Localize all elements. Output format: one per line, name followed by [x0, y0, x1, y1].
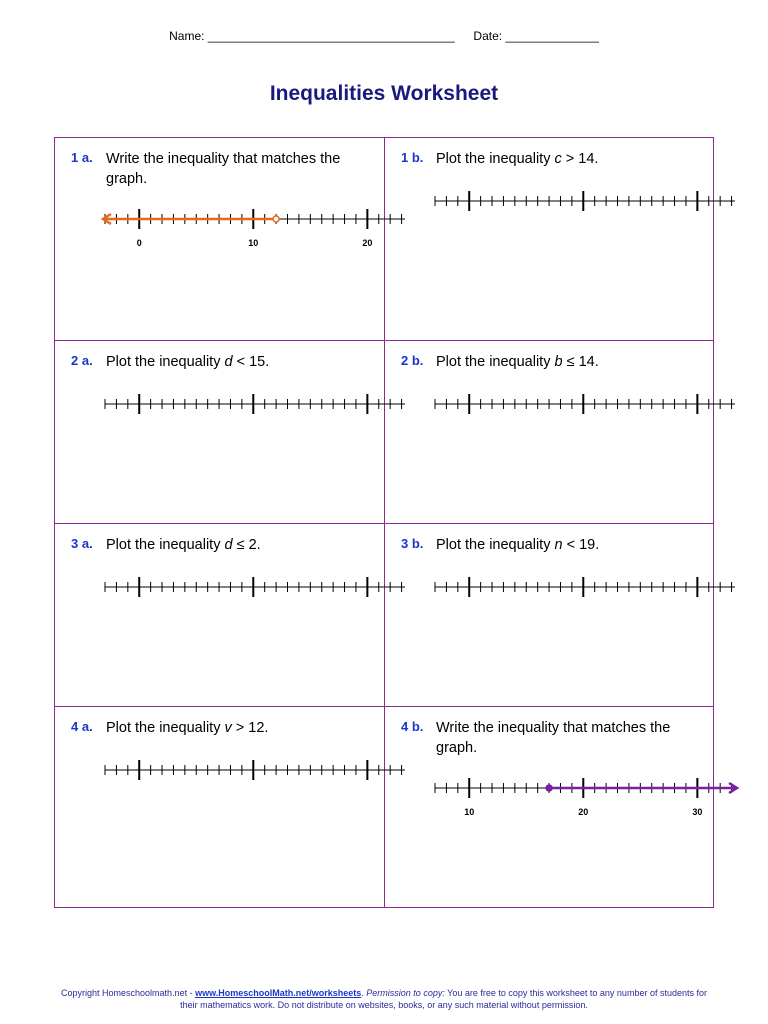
page-title: Inequalities Worksheet: [269, 82, 499, 105]
problem-number: 2 a.: [71, 353, 93, 368]
worksheets-link[interactable]: www.HomeschoolMath.net/worksheets: [195, 988, 362, 998]
number-line[interactable]: [425, 574, 725, 604]
number-line-graph: [95, 206, 395, 246]
tick-label: 0: [136, 238, 142, 248]
problem-text: Write the inequality that matches the graph.: [106, 151, 341, 187]
problem-text: Plot the inequality n < 19.: [436, 537, 600, 553]
date-label: Date:: [473, 29, 503, 43]
problem-1a: [55, 138, 384, 340]
problem-number: 1 b.: [401, 150, 424, 165]
problem-2a: [55, 341, 384, 523]
tick-label: 30: [692, 807, 703, 817]
problem-number: 3 b.: [401, 536, 424, 551]
problem-text: Plot the inequality d ≤ 2.: [106, 537, 261, 553]
problem-number: 2 b.: [401, 353, 424, 368]
problem-1b: [385, 138, 713, 340]
boundary-point: [546, 785, 552, 791]
header-line: [0, 29, 768, 43]
footer: Copyright Homeschoolmath.net - www.HomeschoolMath.net/worksheets. Permission to copy: You are free to copy this worksheet to any number of students for their mathematics work. Do not distribute on websites, books, or any such material without permission.: [61, 988, 707, 1010]
number-line[interactable]: [425, 188, 725, 218]
boundary-point: [273, 216, 279, 222]
problem-grid: [54, 137, 714, 908]
problem-text: Plot the inequality v > 12.: [106, 720, 269, 736]
problem-number: 3 a.: [71, 536, 93, 551]
number-line[interactable]: [425, 391, 725, 421]
tick-label: 20: [578, 807, 589, 817]
problem-text: Plot the inequality d < 15.: [106, 354, 270, 370]
problem-number: 4 a.: [71, 719, 93, 734]
problem-3b: [385, 524, 713, 706]
problem-2b: [385, 341, 713, 523]
date-blank: ______________: [505, 29, 599, 43]
name-blank: _____________________________________: [207, 29, 455, 43]
number-line[interactable]: [95, 574, 395, 604]
problem-3a: [55, 524, 384, 706]
problem-text: Write the inequality that matches the graph.: [436, 720, 671, 756]
problem-4a: [55, 707, 384, 907]
problem-4b: [385, 707, 713, 907]
tick-label: 20: [362, 238, 373, 248]
number-line[interactable]: [95, 391, 395, 421]
tick-label: 10: [248, 238, 259, 248]
tick-label: 10: [464, 807, 475, 817]
problem-text: Plot the inequality c > 14.: [436, 151, 599, 167]
problem-text: Plot the inequality b ≤ 14.: [436, 354, 599, 370]
problem-number: 4 b.: [401, 719, 424, 734]
number-line-graph: [425, 775, 725, 815]
number-line[interactable]: [95, 757, 395, 787]
problem-number: 1 a.: [71, 150, 93, 165]
name-label: Name:: [169, 29, 205, 43]
